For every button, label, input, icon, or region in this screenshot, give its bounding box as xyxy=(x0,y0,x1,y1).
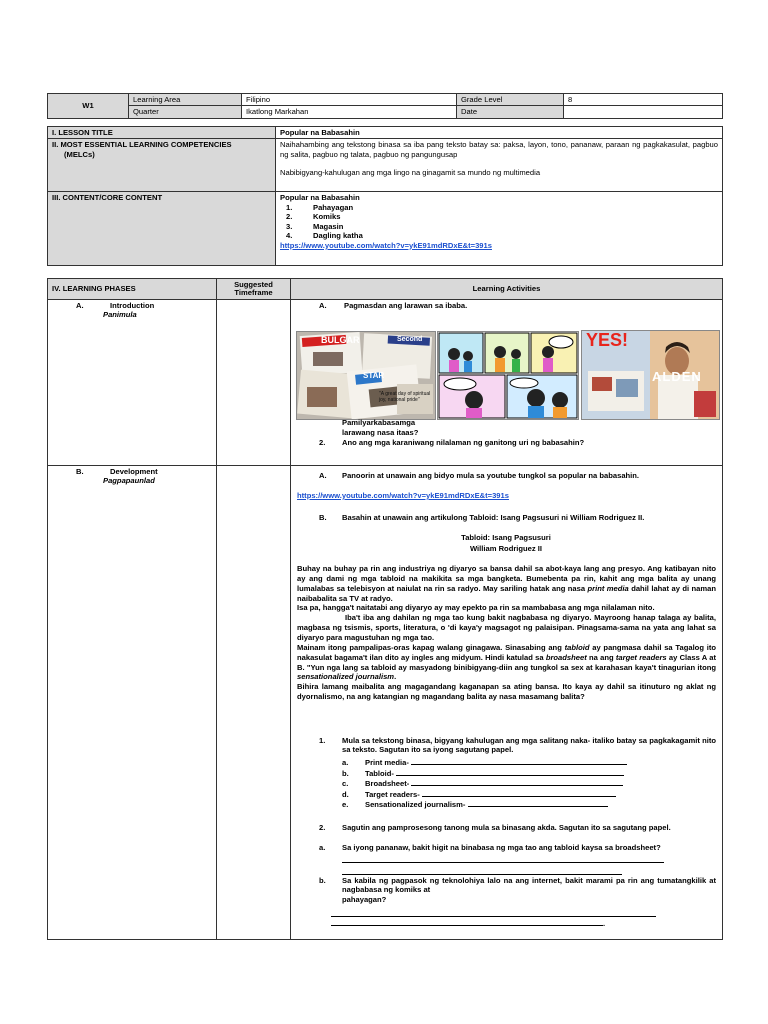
list-item: d. Target readers- xyxy=(342,789,642,800)
dev-timeframe-cell xyxy=(217,466,291,940)
list-item: 1. Pahayagan xyxy=(286,202,354,212)
question-2a: a. Sa iyong pananaw, bakit higit na binabasa ng mga tao ang tabloid kaysa sa broadsheet? xyxy=(319,843,661,852)
intro-title: Introduction xyxy=(110,301,155,310)
question-2: 2. Sagutin ang pamprosesong tanong mula sa binasang akda. Sagutan ito sa sagutang papel. xyxy=(319,823,671,832)
lesson-title-value: Popular na Babasahin xyxy=(276,127,723,139)
answer-line-2a-2[interactable] xyxy=(342,867,622,875)
intro-question-2: 2. Ano ang mga karaniwang nilalaman ng ganitong uri ng babasahin? xyxy=(319,438,585,447)
dev-subtitle: Pagpapaunlad xyxy=(103,476,155,486)
article-body xyxy=(297,564,716,702)
week-label: W1 xyxy=(82,101,94,111)
list-item: b. Tabloid- xyxy=(342,768,642,779)
content-label: III. CONTENT/CORE CONTENT xyxy=(48,192,276,266)
week-cell xyxy=(48,94,129,119)
final-period: . xyxy=(603,919,606,928)
answer-line[interactable] xyxy=(411,757,627,765)
newspaper-masthead-bulgar: BULGAR xyxy=(321,335,360,345)
list-item: c. Broadsheet- xyxy=(342,778,642,789)
intro-question-1-line2: larawang nasa itaas? xyxy=(342,428,419,437)
list-item: 4. Dagling katha xyxy=(286,231,363,241)
magazine-cover xyxy=(581,330,720,420)
grade-level-value: 8 xyxy=(564,94,723,106)
content-list xyxy=(280,203,718,241)
article-paragraph-4: Mainam itong pampalipas-oras kapag walang ginagawa. Sinasabing ang tabloid ay pangmasa dahil sa Tagalog ito nakasulat bagama't ilan dito ay ingles ang midyum. Hindi katulad sa broadsheet na ang target readers ay Class A at B. "Yun nga lang sa tabloid ay masyadong binibigyang-diin ang tungkol sa sex at karahasan kaya't tinagurian itong sensationalized journalism. xyxy=(297,642,716,682)
intro-question-1: Pamilyar ka ba sa mga xyxy=(342,418,416,427)
melc-label: II. MOST ESSENTIAL LEARNING COMPETENCIES xyxy=(52,140,232,150)
dev-activity-b: B. Basahin at unawain ang artikulong Tabloid: Isang Pagsusuri ni William Rodriguez II. xyxy=(319,513,645,522)
intro-letter: A. xyxy=(76,301,84,310)
answer-line[interactable] xyxy=(468,799,608,807)
quarter-label: Quarter xyxy=(129,106,242,118)
question-2b: b. Sa kabila ng pagpasok ng teknolohiya lalo na ang internet, bakit marami pa rin ang tumatangkilik at nagbabasa ng komiks at pahayagan? xyxy=(319,876,716,904)
header-table xyxy=(47,93,723,119)
list-item: a. Print media- xyxy=(342,757,642,768)
quarter-value: Ikatlong Markahan xyxy=(242,106,457,118)
melc-1: Naihahambing ang tekstong binasa sa iba pang teksto batay sa: paksa, layon, tono, pananaw, paraan ng pagkakasulat, pagbuo ng salita, pagbuo ng talata, pagbuo ng pangungusap xyxy=(280,140,718,159)
melc-2: Nabibigyang-kahulugan ang mga lingo na ginagamit sa mundo ng multimedia xyxy=(280,168,541,178)
newspaper-masthead-star: STAR xyxy=(363,371,385,380)
magazine-logo-yes: YES! xyxy=(586,330,629,350)
learning-area-label: Learning Area xyxy=(129,94,242,106)
dev-phase-cell xyxy=(48,466,217,940)
answer-line[interactable] xyxy=(422,789,616,797)
answer-line[interactable] xyxy=(396,768,624,776)
article-paragraph-1: Buhay na buhay pa rin ang industriya ng diyaryo sa bansa dahil sa abot-kaya lang ang presyo. Ang katibayan nito ay ang dami ng mga tabloid na makikita sa mga bangketa. Bumebenta pa rin, kahit ang mga balita ay unang lumalabas sa telebisyon at naiulat na rin sa radyo. May sariling hatak ang nasa print media dahil lahat ay di naman naibabalita sa TV at radyo. xyxy=(297,564,716,603)
date-value xyxy=(564,106,723,118)
dev-letter: B. xyxy=(76,467,84,476)
newspaper-quote: "A great day of spiritual joy, national pride" xyxy=(379,391,431,403)
answer-line-2b-2-wrap xyxy=(331,918,611,926)
article-paragraph-2: Isa pa, hangga't naitatabi ang diyaryo ay may epekto pa rin sa mambabasa ang mga nilalaman nito. xyxy=(297,603,655,613)
question-2b-line2: pahayagan? xyxy=(342,894,387,904)
article-author: William Rodriguez II xyxy=(469,544,543,553)
newspapers-photo xyxy=(296,331,436,420)
melc-label-cell xyxy=(48,139,276,192)
learning-area-value: Filipino xyxy=(242,94,457,106)
comic-strip xyxy=(437,331,579,420)
article-title: Tabloid: Isang Pagsusuri xyxy=(461,533,551,542)
content-youtube-link[interactable]: https://www.youtube.com/watch?v=ykE91mdRDxE&t=391s xyxy=(280,240,492,250)
lesson-title-label: I. LESSON TITLE xyxy=(48,127,276,139)
content-title: Popular na Babasahin xyxy=(280,193,360,203)
lesson-table xyxy=(47,126,723,266)
answer-line[interactable] xyxy=(411,778,623,786)
col-timeframe: Suggested Timeframe xyxy=(217,279,291,300)
list-item: e. Sensationalized journalism- xyxy=(342,799,642,810)
content-cell xyxy=(276,192,723,266)
newspaper-masthead-second: Second xyxy=(397,336,423,343)
intro-activity-a: A. Pagmasdan ang larawan sa ibaba. xyxy=(319,301,468,310)
dev-youtube-link[interactable]: https://www.youtube.com/watch?v=ykE91mdRDxE&t=391s xyxy=(297,491,509,500)
list-item: 3. Magasin xyxy=(286,221,344,231)
melc-label-2: (MELCs) xyxy=(64,149,95,159)
col-activities: Learning Activities xyxy=(291,279,723,300)
col-phases: IV. LEARNING PHASES xyxy=(48,279,217,300)
answer-line-2b[interactable] xyxy=(331,909,656,917)
date-label: Date xyxy=(457,106,564,118)
melc-cell xyxy=(276,139,723,192)
dev-title: Development xyxy=(110,467,158,476)
article-paragraph-3: Iba't iba ang dahilan ng mga tao kung bakit nagbabasa ng diyaryo. Mayroong hanap talaga ay balita, magbasa ng tsismis, sports, literatura, o 'di kaya'y magsagot ng palaisipan. Pinagsama-sama na yata ang lahat sa diyaryo para magustuhan ng mga tao. xyxy=(297,613,716,643)
list-item: 2. Komiks xyxy=(286,212,341,222)
grade-level-label: Grade Level xyxy=(457,94,564,106)
intro-timeframe-cell xyxy=(217,300,291,466)
question-1-items xyxy=(342,757,642,810)
comic-strip-illustration xyxy=(438,332,578,419)
dev-activity-a: A. Panoorin at unawain ang bidyo mula sa youtube tungkol sa popular na babasahin. xyxy=(319,471,640,480)
intro-subtitle: Panimula xyxy=(103,310,137,320)
question-1: 1. Mula sa tekstong binasa, bigyang kahulugan ang mga salitang naka- italiko batay sa pagkakagamit nito sa teksto. Sagutan ito sa iyong sagutang papel. xyxy=(319,736,716,755)
article-paragraph-5: Bihira lamang maibalita ang magagandang kaganapan sa ating bansa. Ito kaya ay dahil sa itinuturo ng aklat ng dyornalismo, na ang katangian ng magandang balita ay nasa masamang balita? xyxy=(297,682,716,702)
answer-line-2b-2[interactable] xyxy=(331,918,606,928)
answer-line-2a[interactable] xyxy=(342,855,664,863)
magazine-cover-name: ALDEN xyxy=(652,369,702,384)
intro-phase-cell xyxy=(48,300,217,466)
